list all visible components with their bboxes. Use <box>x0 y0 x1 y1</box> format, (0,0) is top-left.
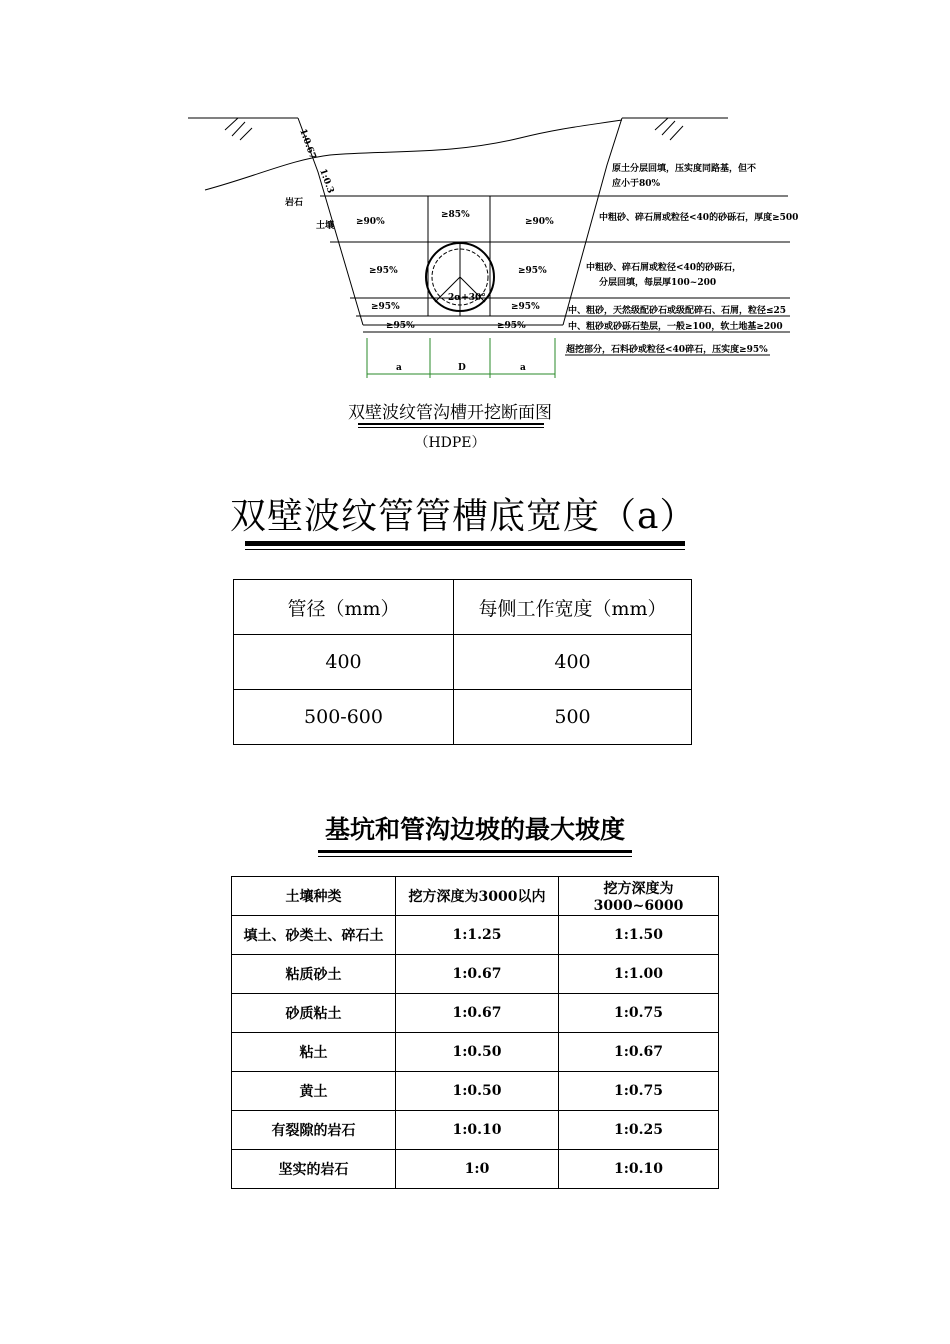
header-pipe-diameter: 管径（mm） <box>234 580 454 635</box>
note-3b: 分层回填，每层厚100~200 <box>599 278 717 288</box>
table-row <box>234 635 692 690</box>
table-cell: 1:0.75 <box>559 994 719 1033</box>
table-cell: 1:1.25 <box>396 916 559 955</box>
table-row <box>232 1111 719 1150</box>
table-cell: 坚实的岩石 <box>232 1150 396 1189</box>
table-row <box>232 994 719 1033</box>
note-4: 中、粗砂，天然级配砂石或级配碎石、石屑，粒径≤25 <box>568 306 787 316</box>
width-section-title: 双壁波纹管管槽底宽度（a） <box>230 496 697 537</box>
compaction-right-mid: ≥95% <box>518 266 547 276</box>
note-3a: 中粗砂、碎石屑或粒径<40的砂砾石， <box>586 263 742 273</box>
header-depth-6000: 挖方深度为3000~6000 <box>559 877 719 916</box>
rock-label: 岩石 <box>285 198 304 208</box>
dim-d: D <box>458 363 466 373</box>
compaction-left-low: ≥95% <box>371 302 400 312</box>
soil-label: 土壤 <box>316 221 335 231</box>
compaction-right-low: ≥95% <box>511 302 540 312</box>
compaction-right-base: ≥95% <box>497 321 526 331</box>
compaction-left-top: ≥90% <box>356 217 385 227</box>
table-row <box>232 1033 719 1072</box>
table-cell: 500 <box>454 690 692 745</box>
header-depth-3000: 挖方深度为3000以内 <box>396 877 559 916</box>
table-cell: 1:0.10 <box>559 1150 719 1189</box>
compaction-center-top: ≥85% <box>441 210 470 220</box>
table-cell: 砂质粘土 <box>232 994 396 1033</box>
table-row <box>232 1150 719 1189</box>
compaction-left-base: ≥95% <box>386 321 415 331</box>
table-cell: 粘土 <box>232 1033 396 1072</box>
drawing-caption: 双壁波纹管沟槽开挖断面图 <box>348 403 552 423</box>
angle-label: 2α+30° <box>448 293 486 303</box>
table-cell: 黄土 <box>232 1072 396 1111</box>
compaction-right-top: ≥90% <box>525 217 554 227</box>
slope-title-underline-thin <box>318 856 632 857</box>
note-1a: 原土分层回填，压实度同路基，但不 <box>612 164 757 174</box>
table-cell: 粘质砂土 <box>232 955 396 994</box>
header-soil-type: 土壤种类 <box>232 877 396 916</box>
trench-width-table <box>233 579 692 745</box>
table-row <box>232 916 719 955</box>
table-cell: 500-600 <box>234 690 454 745</box>
note-1b: 应小于80% <box>612 179 661 189</box>
table-header-row <box>232 877 719 916</box>
table-cell: 1:0.67 <box>559 1033 719 1072</box>
note-2: 中粗砂、碎石屑或粒径<40的砂砾石，厚度≥500 <box>599 213 799 223</box>
table-cell: 400 <box>454 635 692 690</box>
table-cell: 400 <box>234 635 454 690</box>
slope-upper-label: 1:0.67 <box>297 127 318 161</box>
table-cell: 1:0.50 <box>396 1033 559 1072</box>
header-side-width: 每侧工作宽度（mm） <box>454 580 692 635</box>
table-row <box>234 690 692 745</box>
table-cell: 有裂隙的岩石 <box>232 1111 396 1150</box>
drawing-subcaption: （HDPE） <box>414 435 486 451</box>
slope-lower-label: 1:0.3 <box>317 167 336 195</box>
table-cell: 1:0.10 <box>396 1111 559 1150</box>
slope-section-title: 基坑和管沟边坡的最大坡度 <box>324 815 625 844</box>
table-cell: 1:0.50 <box>396 1072 559 1111</box>
table-cell: 1:0.25 <box>559 1111 719 1150</box>
slope-table <box>231 876 719 1189</box>
caption-underline-thin <box>358 427 544 428</box>
table-cell: 1:0 <box>396 1150 559 1189</box>
width-title-underline <box>245 541 685 546</box>
table-header-row <box>234 580 692 635</box>
table-cell: 1:0.75 <box>559 1072 719 1111</box>
slope-title-underline <box>318 850 632 853</box>
note-6: 超挖部分，石料砂或粒径<40碎石，压实度≥95% <box>566 345 768 355</box>
table-cell: 1:1.00 <box>559 955 719 994</box>
compaction-left-mid: ≥95% <box>369 266 398 276</box>
table-cell: 填土、砂类土、碎石土 <box>232 916 396 955</box>
width-title-underline-thin <box>245 549 685 550</box>
note-5: 中、粗砂或砂砾石垫层，一般≥100，软土地基≥200 <box>568 322 783 332</box>
table-row <box>232 955 719 994</box>
caption-underline <box>358 423 544 425</box>
table-cell: 1:0.67 <box>396 955 559 994</box>
table-row <box>232 1072 719 1111</box>
dim-a-right: a <box>520 363 526 373</box>
table-cell: 1:0.67 <box>396 994 559 1033</box>
dim-a-left: a <box>396 363 402 373</box>
table-cell: 1:1.50 <box>559 916 719 955</box>
